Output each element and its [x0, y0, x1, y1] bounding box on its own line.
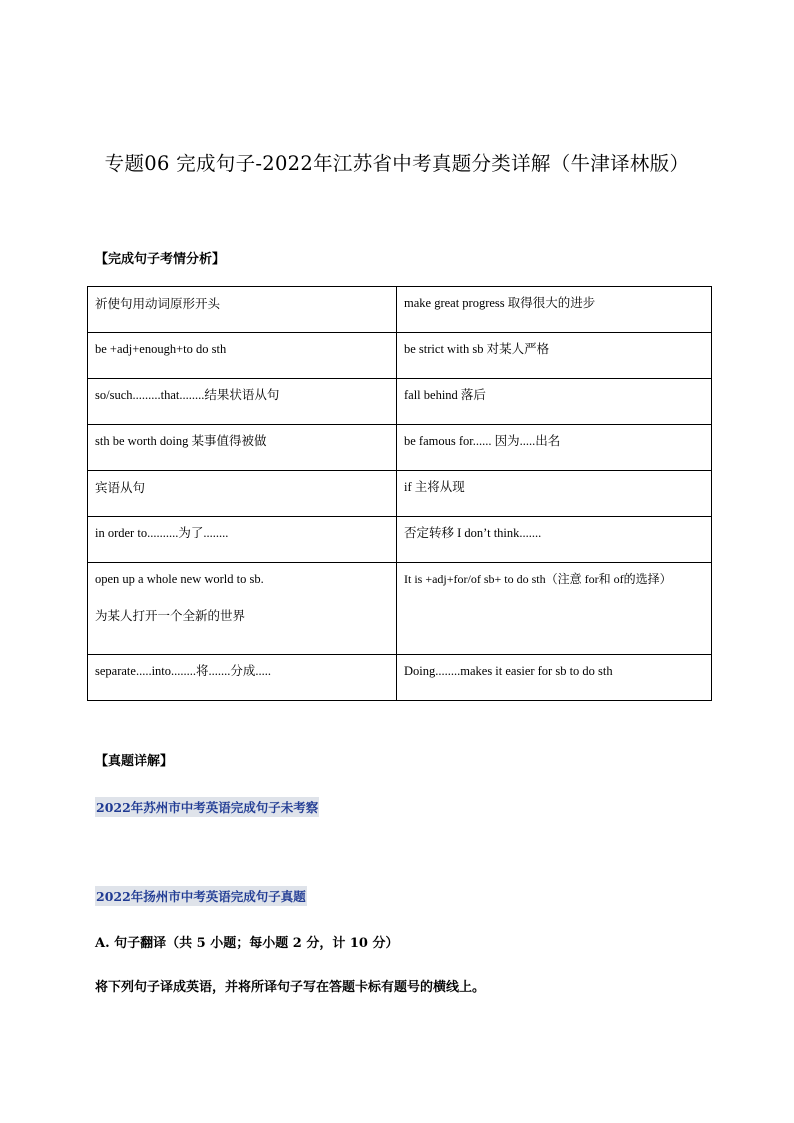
suzhou-heading: 2022年苏州市中考英语完成句子未考察 — [95, 797, 319, 817]
table-row — [88, 471, 712, 517]
table-cell: 宾语从句 — [88, 471, 397, 517]
table-cell: It is +adj+for/of sb+ to do sth（注意 for和 of的选择） — [397, 563, 712, 655]
table-cell: make great progress 取得很大的进步 — [397, 287, 712, 333]
yangzhou-heading: 2022年扬州市中考英语完成句子真题 — [95, 886, 307, 906]
explain-heading: 【真题详解】 — [95, 754, 174, 769]
table-cell: so/such.........that........结果状语从句 — [88, 379, 397, 425]
page-title: 专题06 完成句子-2022年江苏省中考真题分类详解（牛津译林版） — [104, 152, 690, 175]
table-cell: Doing........makes it easier for sb to do sth — [397, 655, 712, 701]
table-row — [88, 333, 712, 379]
table-row — [88, 425, 712, 471]
table-row — [88, 655, 712, 701]
table-cell: 否定转移 I don’t think....... — [397, 517, 712, 563]
analysis-heading: 【完成句子考情分析】 — [95, 252, 226, 267]
table-cell: be +adj+enough+to do sth — [88, 333, 397, 379]
instruction-text: 将下列句子译成英语，并将所译句子写在答题卡标有题号的横线上。 — [95, 980, 486, 995]
table-cell: 祈使句用动词原形开头 — [88, 287, 397, 333]
table-cell-line: open up a whole new world to sb. — [95, 572, 264, 586]
table-cell: if 主将从现 — [397, 471, 712, 517]
table-cell: be strict with sb 对某人严格 — [397, 333, 712, 379]
table-cell — [88, 563, 397, 655]
table-cell: sth be worth doing 某事值得被做 — [88, 425, 397, 471]
table-cell: be famous for...... 因为.....出名 — [397, 425, 712, 471]
table-cell-line: 为某人打开一个全新的世界 — [95, 609, 246, 623]
analysis-table — [87, 286, 712, 701]
section-a-heading: A. 句子翻译（共 5 小题；每小题 2 分，计 10 分） — [95, 936, 399, 951]
table-cell: fall behind 落后 — [397, 379, 712, 425]
table-row — [88, 563, 712, 655]
table-row — [88, 517, 712, 563]
table-row — [88, 379, 712, 425]
table-row — [88, 287, 712, 333]
table-cell: in order to..........为了........ — [88, 517, 397, 563]
table-cell: separate.....into........将.......分成..... — [88, 655, 397, 701]
